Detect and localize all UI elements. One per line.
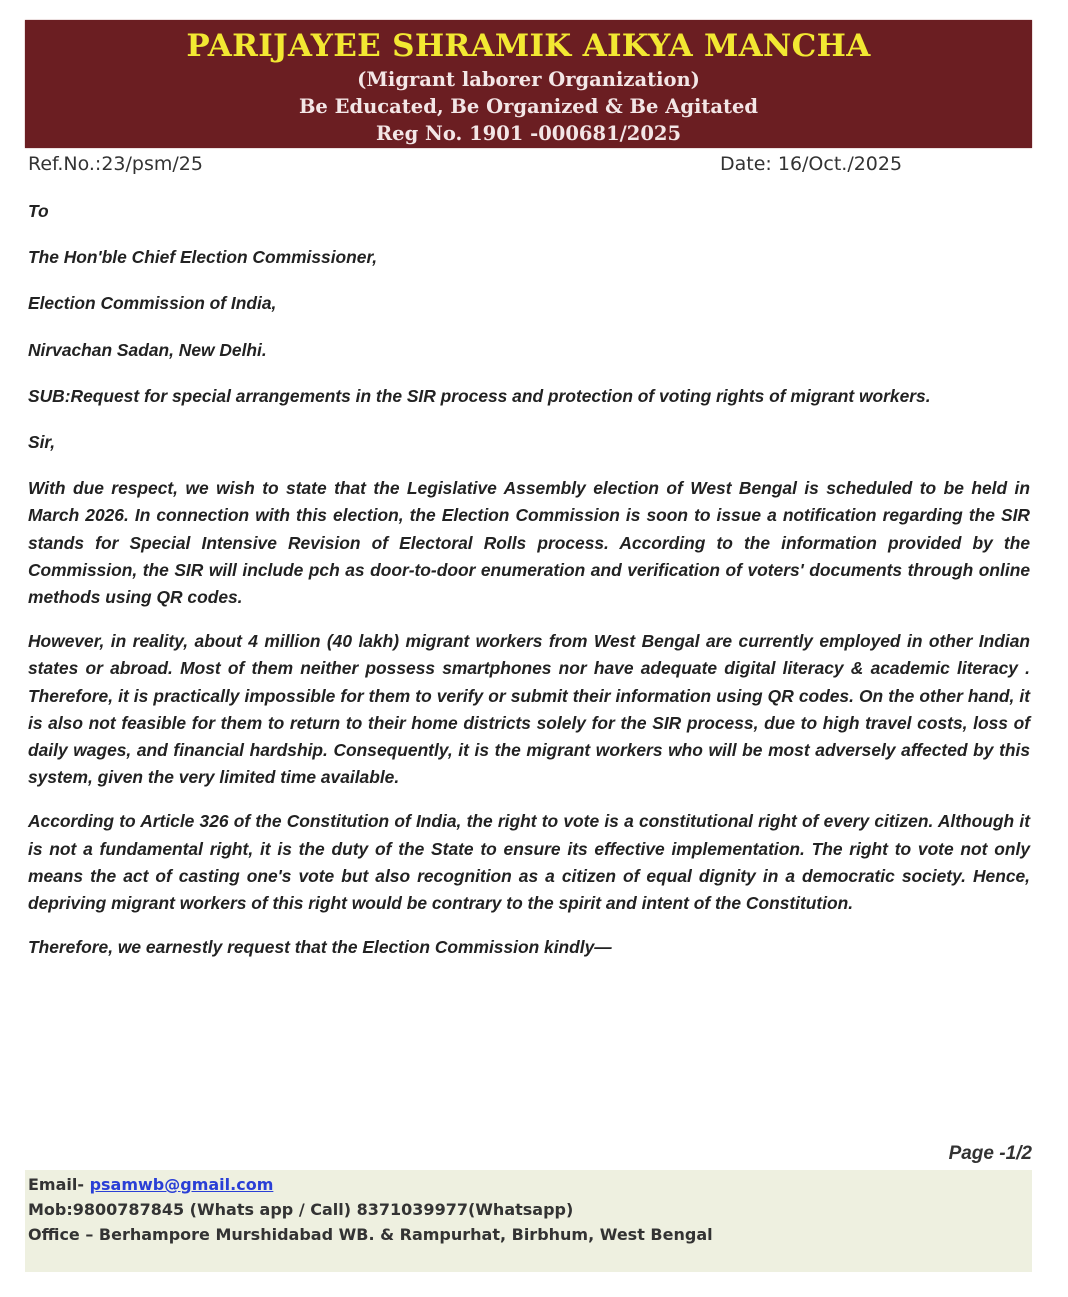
recipient-line: Nirvachan Sadan, New Delhi.	[28, 339, 267, 360]
mobile-line: Mob:9800787845 (Whats app / Call) 8371039977(Whatsapp)	[28, 1200, 574, 1219]
email-link[interactable]: psamwb@gmail.com	[89, 1175, 274, 1194]
contact-footer	[25, 1170, 1032, 1272]
body-paragraph: According to Article 326 of the Constitution of India, the right to vote is a constitutional right of every citizen. Although it is not a fundamental right, it is the duty of the State to ensure its effective implementation. The right to vote not only means the act of casting one's vote but also recognition as a citizen of equal dignity in a democratic society. Hence, depriving migrant workers of this right would be contrary to the spirit and intent of the Constitution.	[28, 811, 1030, 914]
body-paragraph: With due respect, we wish to state that the Legislative Assembly election of West Bengal is scheduled to be held in March 2026. In connection with this election, the Election Commission is soon to issue a notification regarding the SIR stands for Special Intensive Revision of Electoral Rolls process. According to the information provided by the Commission, the SIR will include pch as door-to-door enumeration and verification of voters' documents through online methods using QR codes.	[28, 478, 1030, 608]
recipient-line: The Hon'ble Chief Election Commissioner,	[28, 247, 378, 268]
letter-date: Date: 16/Oct./2025	[720, 153, 903, 175]
email-line	[28, 1172, 1032, 1197]
letter-body	[28, 198, 1030, 961]
email-label: Email-	[28, 1175, 90, 1194]
organization-motto: Be Educated, Be Organized & Be Agitated	[298, 95, 759, 118]
reference-line	[28, 150, 1032, 180]
salutation: Sir,	[28, 432, 56, 453]
closing-request: Therefore, we earnestly request that the Election Commission kindly—	[28, 937, 612, 958]
reference-number: Ref.No.:23/psm/25	[28, 153, 203, 175]
to-label: To	[28, 201, 49, 221]
registration-number: Reg No. 1901 -000681/2025	[375, 122, 682, 145]
organization-name: PARIJAYEE SHRAMIK AIKYA MANCHA	[186, 28, 871, 64]
body-paragraph: However, in reality, about 4 million (40 lakh) migrant workers from West Bengal are currently employed in other Indian states or abroad. Most of them neither possess smartphones nor have adequate digital literacy & academic literacy . Therefore, it is practically impossible for them to verify or submit their information using QR codes. On the other hand, it is also not feasible for them to return to their home districts solely for the SIR process, due to high travel costs, loss of daily wages, and financial hardship. Consequently, it is the migrant workers who will be most adversely affected by this system, given the very limited time available.	[28, 631, 1030, 788]
recipient-line: Election Commission of India,	[28, 293, 277, 314]
page-indicator: Page -1/2	[948, 1143, 1032, 1164]
organization-subtitle: (Migrant laborer Organization)	[357, 68, 700, 91]
letterhead-banner	[25, 20, 1032, 148]
office-address: Office – Berhampore Murshidabad WB. & Rampurhat, Birbhum, West Bengal	[28, 1225, 713, 1244]
subject-line: SUB:Request for special arrangements in the SIR process and protection of voting rights of migrant workers.	[28, 385, 931, 406]
